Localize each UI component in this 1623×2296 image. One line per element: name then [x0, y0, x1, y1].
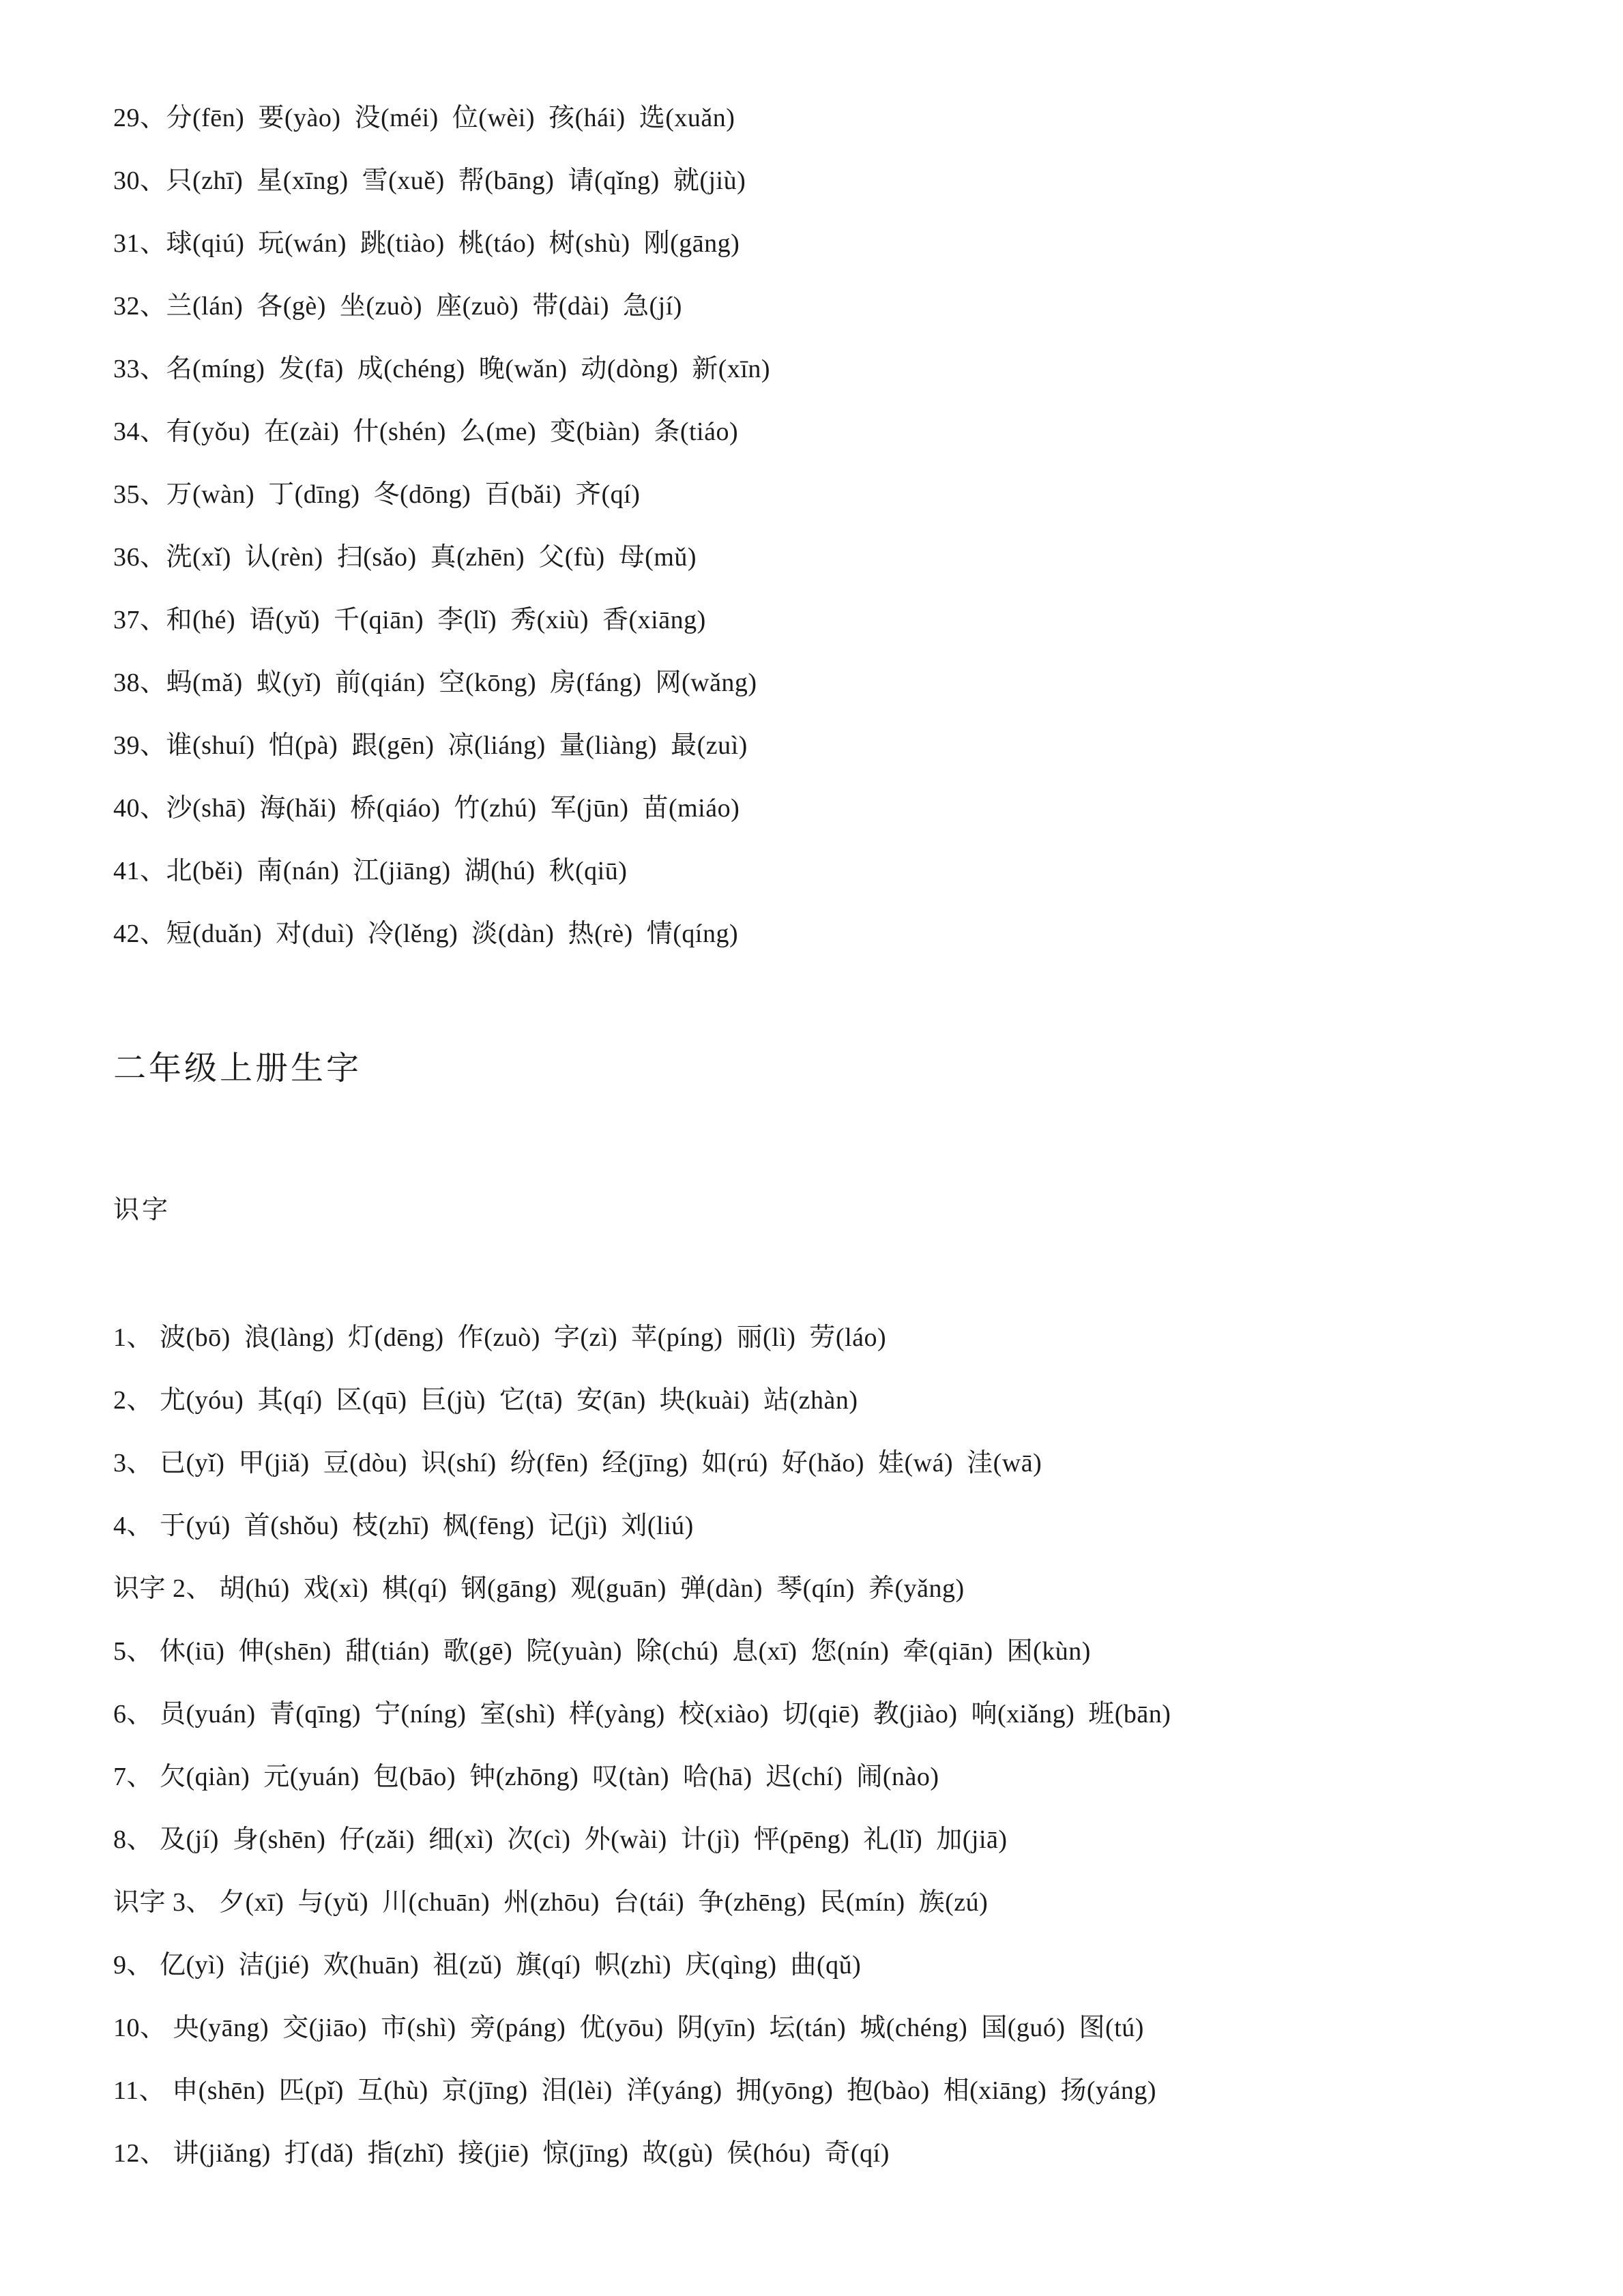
- list-line: 34、有(yǒu) 在(zài) 什(shén) 么(me) 变(biàn) 条(tiáo): [113, 417, 739, 446]
- section-subheading: 识字: [113, 1194, 171, 1224]
- list-line: 8、 及(jí) 身(shēn) 仔(zǎi) 细(xì) 次(cì) 外(wài) 计(jì) 怦(pēng) 礼(lǐ) 加(jiā): [113, 1825, 1008, 1854]
- list-line: 4、 于(yú) 首(shǒu) 枝(zhī) 枫(fēng) 记(jì) 刘(liú): [113, 1512, 694, 1540]
- list-line: 10、 央(yāng) 交(jiāo) 市(shì) 旁(páng) 优(yōu) 阴(yīn) 坛(tán) 城(chéng) 国(guó) 图(tú): [113, 2014, 1144, 2042]
- list-line: 1、 波(bō) 浪(làng) 灯(dēng) 作(zuò) 字(zì) 苹(píng) 丽(lì) 劳(láo): [113, 1323, 887, 1352]
- list-line: 30、只(zhī) 星(xīng) 雪(xuě) 帮(bāng) 请(qǐng) 就(jiù): [113, 166, 746, 195]
- list-line: 40、沙(shā) 海(hǎi) 桥(qiáo) 竹(zhú) 军(jūn) 苗(miáo): [113, 794, 740, 823]
- list-line: 6、 员(yuán) 青(qīng) 宁(níng) 室(shì) 样(yàng) 校(xiào) 切(qiē) 教(jiào) 响(xiǎng) 班(bān): [113, 1700, 1171, 1728]
- list-line: 36、洗(xǐ) 认(rèn) 扫(sǎo) 真(zhēn) 父(fù) 母(mǔ): [113, 543, 697, 572]
- list-line: 识字 2、 胡(hú) 戏(xì) 棋(qí) 钢(gāng) 观(guān) 弹(dàn) 琴(qín) 养(yǎng): [113, 1574, 965, 1603]
- list-line: 33、名(míng) 发(fā) 成(chéng) 晚(wǎn) 动(dòng) 新(xīn): [113, 355, 771, 383]
- list-line: 41、北(běi) 南(nán) 江(jiāng) 湖(hú) 秋(qiū): [113, 857, 628, 885]
- list-line: 39、谁(shuí) 怕(pà) 跟(gēn) 凉(liáng) 量(liàng) 最(zuì): [113, 731, 748, 760]
- list-line: 5、 休(iū) 伸(shēn) 甜(tián) 歌(gē) 院(yuàn) 除(chú) 息(xī) 您(nín) 牵(qiān) 困(kùn): [113, 1637, 1091, 1666]
- list-line: 29、分(fēn) 要(yào) 没(méi) 位(wèi) 孩(hái) 选(xuǎn): [113, 104, 735, 132]
- list-line: 31、球(qiú) 玩(wán) 跳(tiào) 桃(táo) 树(shù) 刚(gāng): [113, 229, 740, 258]
- list-line: 12、 讲(jiǎng) 打(dǎ) 指(zhǐ) 接(jiē) 惊(jīng) 故(gù) 侯(hóu) 奇(qí): [113, 2139, 890, 2168]
- list-line: 7、 欠(qiàn) 元(yuán) 包(bāo) 钟(zhōng) 叹(tàn) 哈(hā) 迟(chí) 闹(nào): [113, 1763, 939, 1791]
- list-line: 32、兰(lán) 各(gè) 坐(zuò) 座(zuò) 带(dài) 急(jí): [113, 292, 682, 321]
- list-line: 识字 3、 夕(xī) 与(yǔ) 川(chuān) 州(zhōu) 台(tái) 争(zhēng) 民(mín) 族(zú): [113, 1888, 989, 1917]
- section-heading: 二年级上册生字: [113, 1049, 362, 1087]
- list-line: 42、短(duǎn) 对(duì) 冷(lěng) 淡(dàn) 热(rè) 情(qíng): [113, 919, 739, 948]
- list-line: 11、 申(shēn) 匹(pǐ) 互(hù) 京(jīng) 泪(lèi) 洋(yáng) 拥(yōng) 抱(bào) 相(xiāng) 扬(yáng): [113, 2076, 1157, 2105]
- list-line: 2、 尤(yóu) 其(qí) 区(qū) 巨(jù) 它(tā) 安(ān) 块(kuài) 站(zhàn): [113, 1386, 858, 1415]
- list-line: 38、蚂(mǎ) 蚁(yǐ) 前(qián) 空(kōng) 房(fáng) 网(wǎng): [113, 668, 757, 697]
- list-line: 35、万(wàn) 丁(dīng) 冬(dōng) 百(bǎi) 齐(qí): [113, 480, 641, 509]
- list-line: 9、 亿(yì) 洁(jié) 欢(huān) 祖(zǔ) 旗(qí) 帜(zhì) 庆(qìng) 曲(qǔ): [113, 1951, 862, 1979]
- list-line: 37、和(hé) 语(yǔ) 千(qiān) 李(lǐ) 秀(xiù) 香(xiāng): [113, 606, 706, 634]
- list-line: 3、 已(yǐ) 甲(jiǎ) 豆(dòu) 识(shí) 纷(fēn) 经(jīng) 如(rú) 好(hǎo) 娃(wá) 洼(wā): [113, 1449, 1042, 1477]
